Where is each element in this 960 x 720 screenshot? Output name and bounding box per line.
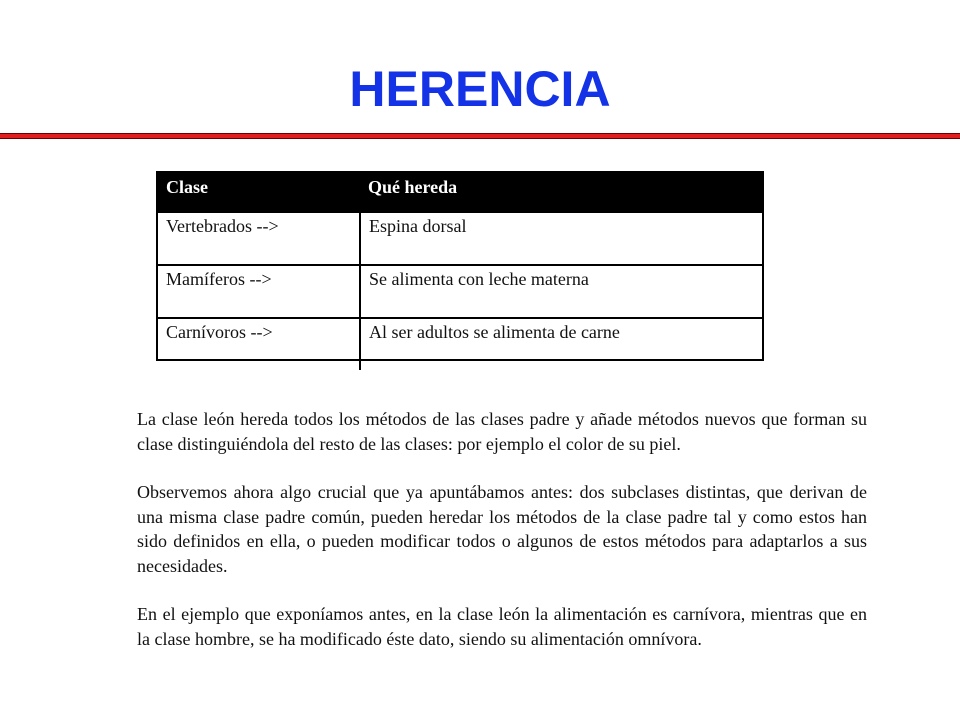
inheritance-table bbox=[156, 171, 764, 361]
header-inherits: Qué hereda bbox=[360, 173, 762, 212]
header-class: Clase bbox=[158, 173, 360, 212]
paragraph-2: Observemos ahora algo crucial que ya apuntábamos antes: dos subclases distintas, que derivan de una misma clase padre común, pueden heredar los métodos de la clase padre tal y como estos han sido definidos en ella, o pueden modificar todos o algunos de estos métodos para adaptarlos a sus necesidades. bbox=[137, 482, 867, 576]
table-header-row bbox=[158, 173, 762, 212]
slide-title: HERENCIA bbox=[349, 61, 611, 117]
table-row bbox=[158, 212, 762, 265]
cell-class: Mamíferos --> bbox=[158, 265, 360, 318]
table-row bbox=[158, 265, 762, 318]
cell-class: Vertebrados --> bbox=[158, 212, 360, 265]
title-divider bbox=[0, 133, 960, 139]
body-text bbox=[137, 407, 867, 675]
cell-inherits: Se alimenta con leche materna bbox=[360, 265, 762, 318]
paragraph-1: La clase león hereda todos los métodos de las clases padre y añade métodos nuevos que forman su clase distinguiéndola del resto de las clases: por ejemplo el color de su piel. bbox=[137, 409, 867, 454]
cell-class: Carnívoros --> bbox=[158, 318, 360, 370]
cell-inherits: Espina dorsal bbox=[360, 212, 762, 265]
paragraph-3: En el ejemplo que exponíamos antes, en la clase león la alimentación es carnívora, mientras que en la clase hombre, se ha modificado éste dato, siendo su alimentación omnívora. bbox=[137, 604, 867, 649]
cell-inherits: Al ser adultos se alimenta de carne bbox=[360, 318, 762, 370]
table-row bbox=[158, 318, 762, 370]
